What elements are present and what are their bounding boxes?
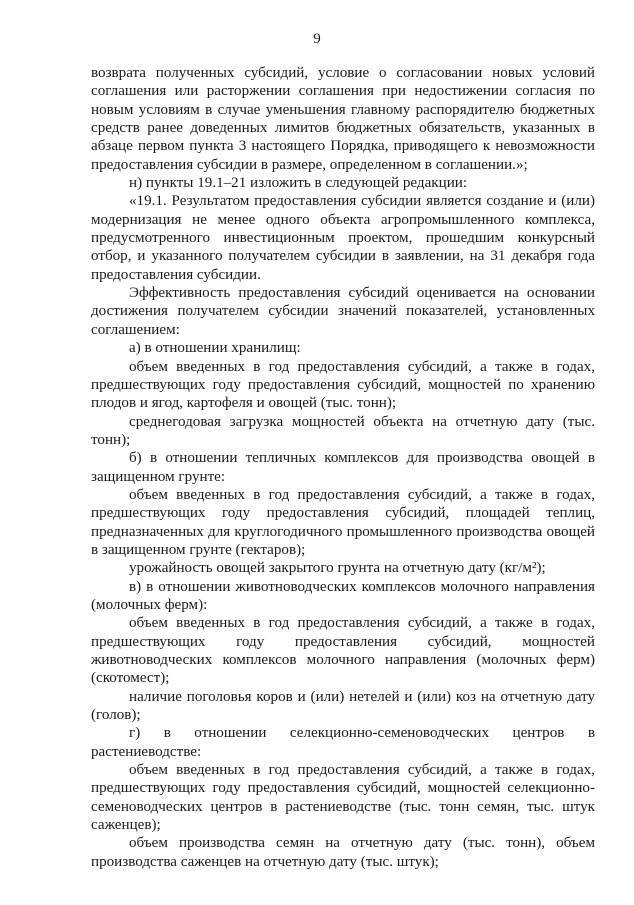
paragraph: Эффективность предоставления субсидий оценивается на основании достижения получателем субсидии значений показателей, установленных соглашением: — [91, 285, 595, 338]
paragraph: объем введенных в год предоставления субсидий, а также в годах, предшествующих году предоставления субсидий, мощностей по хранению плодов и ягод, картофеля и овощей (тыс. тонн); — [91, 358, 595, 412]
paragraph: объем производства семян на отчетную дату (тыс. тонн), объем производства саженцев на отчетную дату (тыс. штук); — [91, 835, 595, 870]
document-body — [91, 64, 595, 871]
paragraph: б) в отношении тепличных комплексов для производства овощей в защищенном грунте: — [91, 450, 595, 485]
paragraph: наличие поголовья коров и (или) нетелей и (или) коз на отчетную дату (голов); — [91, 688, 595, 724]
paragraph: среднегодовая загрузка мощностей объекта на отчетную дату (тыс. тонн); — [91, 413, 595, 448]
paragraph: объем введенных в год предоставления субсидий, а также в годах, предшествующих году предоставления субсидий, площадей теплиц, предназначенных для круглогодичного промышленного производства овощей в защищенном грунте (гектаров); — [91, 486, 595, 558]
paragraph: в) в отношении животноводческих комплексов молочного направления (молочных ферм): — [91, 578, 595, 613]
page-number: 9 — [313, 31, 321, 47]
paragraph: урожайность овощей закрытого грунта на отчетную дату (кг/м²); — [129, 560, 546, 577]
paragraph: возврата полученных субсидий, условие о согласовании новых условий соглашения или расторжении соглашения при недостижении согласия по новым условиям в случае уменьшения главному распорядителю бюджетных средств ранее доведенных лимитов бюджетных обязательств, указанных в абзаце первом пункта 3 настоящего Порядка, приводящего к невозможности предоставления субсидии в размере, определенном в соглашении.»; — [91, 65, 595, 173]
paragraph: а) в отношении хранилищ: — [129, 340, 301, 357]
paragraph: г) в отношении селекционно-семеноводческих центров в растениеводстве: — [91, 725, 595, 760]
paragraph: объем введенных в год предоставления субсидий, а также в годах, предшествующих году предоставления субсидий, мощностей селекционно-семеноводческих центров в растениеводстве (тыс. тонн семян, тыс. штук саженцев); — [91, 762, 595, 834]
paragraph: объем введенных в год предоставления субсидий, а также в годах, предшествующих году предоставления субсидий, мощностей животноводческих комплексов молочного направления (молочных ферм) (скотомест); — [91, 615, 595, 687]
paragraph: н) пункты 19.1–21 изложить в следующей редакции: — [129, 175, 468, 192]
paragraph: «19.1. Результатом предоставления субсидии является создание и (или) модернизация не менее одного объекта агропромышленного комплекса, предусмотренного инвестиционным проектом, прошедшим конкурсный отбор, и указанного получателем субсидии в заявлении, на 31 декабря года предоставления субсидии. — [91, 193, 595, 283]
